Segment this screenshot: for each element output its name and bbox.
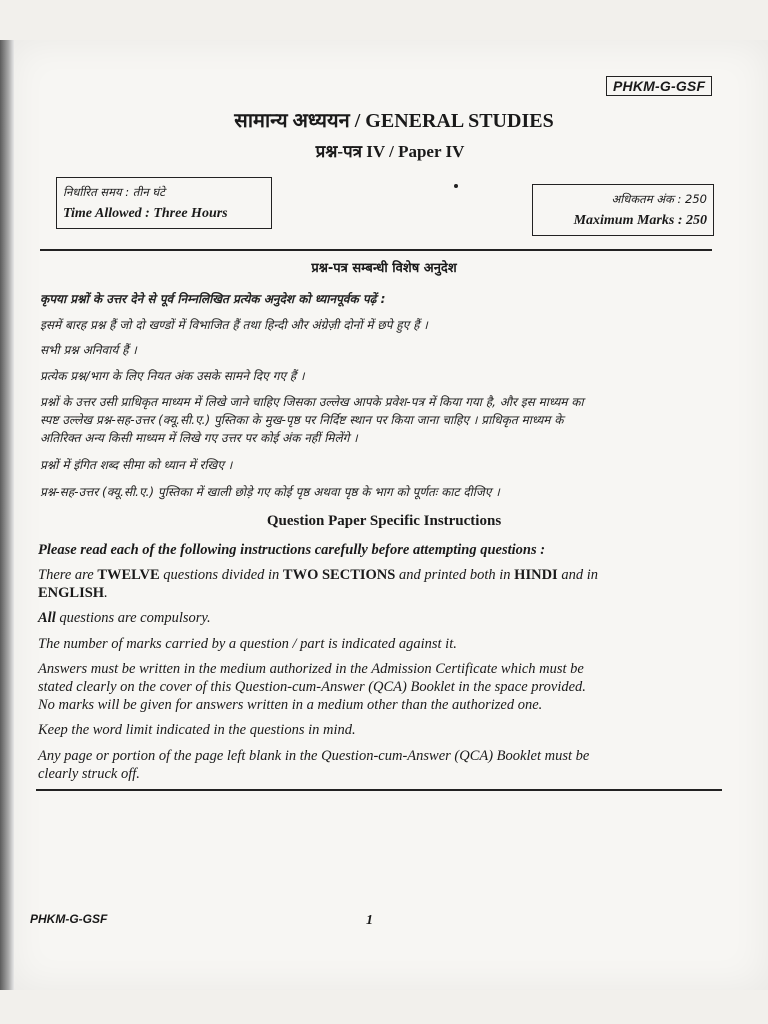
english-instruction-1-text-c: questions divided in [159,567,283,583]
english-instruction-6b: clearly struck off. [38,766,140,782]
time-english: Time Allowed : Three Hours [63,206,228,221]
hindi-instruction-4c: अतिरिक्त अन्य किसी माध्यम में लिखे गए उत्तर पर कोई अंक नहीं मिलेंगे । [40,431,358,445]
time-allowed-box [56,177,272,229]
english-instruction-3: The number of marks carried by a question / part is indicated against it. [38,636,457,652]
hindi-instruction-1: इसमें बारह प्रश्न हैं जो दो खण्डों में विभाजित हैं तथा हिन्दी और अंग्रेज़ी दोनों में छपे हुए हैं । [40,318,428,332]
english-instruction-1-text-e: and printed both in [395,567,515,583]
english-instructions-intro: Please read each of the following instructions carefully before attempting questions : [38,542,546,558]
english-instruction-1-english: ENGLISH [38,585,105,601]
footer-page-number: 1 [366,913,373,928]
top-divider [40,249,712,251]
hindi-instructions-intro: कृपया प्रश्नों के उत्तर देने से पूर्व निम्नलिखित प्रत्येक अनुदेश को ध्यानपूर्वक पढ़ें : [40,292,386,306]
english-instruction-1-two-sections: TWO SECTIONS [282,567,396,583]
english-instruction-2-all: All [38,610,56,626]
english-instruction-4a: Answers must be written in the medium authorized in the Admission Certificate which must be [38,661,584,677]
english-instruction-5: Keep the word limit indicated in the questions in mind. [38,722,356,738]
footer-paper-code: PHKM-G-GSF [30,912,108,926]
paper-subtitle: प्रश्न-पत्र IV / Paper IV [315,142,465,161]
english-instruction-1-period: . [104,585,108,601]
english-instruction-1-text-g: and in [557,567,598,583]
hindi-instruction-4a: प्रश्नों के उत्तर उसी प्राधिकृत माध्यम में लिखे जाने चाहिए जिसका उल्लेख आपके प्रवेश-पत्र में किया गया है, और इस माध्यम का [40,395,584,409]
english-instructions-heading: Question Paper Specific Instructions [266,513,502,529]
maximum-marks-box [532,184,714,236]
marks-english: Maximum Marks : 250 [573,213,707,228]
time-hindi: निर्धारित समय : तीन घंटे [63,185,165,199]
english-instruction-1 [38,566,728,602]
english-instruction-1-text-a: There are [38,567,98,583]
bottom-divider [36,789,722,791]
english-instruction-2 [38,609,728,627]
ink-dot [454,184,458,188]
hindi-instruction-4b: स्पष्ट उल्लेख प्रश्न-सह-उत्तर (क्यू.सी.ए.) पुस्तिका के मुख-पृष्ठ पर निर्दिष्ट स्थान पर किया जाना चाहिए । प्राधिकृत माध्यम के [40,413,564,427]
english-instruction-6a: Any page or portion of the page left blank in the Question-cum-Answer (QCA) Booklet must be [38,748,590,764]
marks-hindi: अधिकतम अंक : 250 [611,192,707,206]
english-instruction-1-twelve: TWELVE [97,567,160,583]
paper-code: PHKM-G-GSF [606,76,712,96]
hindi-instructions-heading: प्रश्न-पत्र सम्बन्धी विशेष अनुदेश [311,261,457,276]
paper-title: सामान्य अध्ययन / GENERAL STUDIES [234,110,554,132]
english-instruction-4b: stated clearly on the cover of this Question-cum-Answer (QCA) Booklet in the space provided. [38,679,586,695]
hindi-instruction-2: सभी प्रश्न अनिवार्य हैं । [40,343,137,357]
hindi-instruction-5: प्रश्नों में इंगित शब्द सीमा को ध्यान में रखिए । [40,458,233,472]
hindi-instruction-3: प्रत्येक प्रश्न/भाग के लिए नियत अंक उसके सामने दिए गए हैं । [40,369,305,383]
hindi-instruction-6: प्रश्न-सह-उत्तर (क्यू.सी.ए.) पुस्तिका में खाली छोड़े गए कोई पृष्ठ अथवा पृष्ठ के भाग को पूर्णतः काट दीजिए । [40,485,500,499]
english-instruction-4c: No marks will be given for answers written in a medium other than the authorized one. [38,697,543,713]
english-instruction-2-text: questions are compulsory. [55,610,211,626]
english-instruction-1-hindi: HINDI [514,567,558,583]
